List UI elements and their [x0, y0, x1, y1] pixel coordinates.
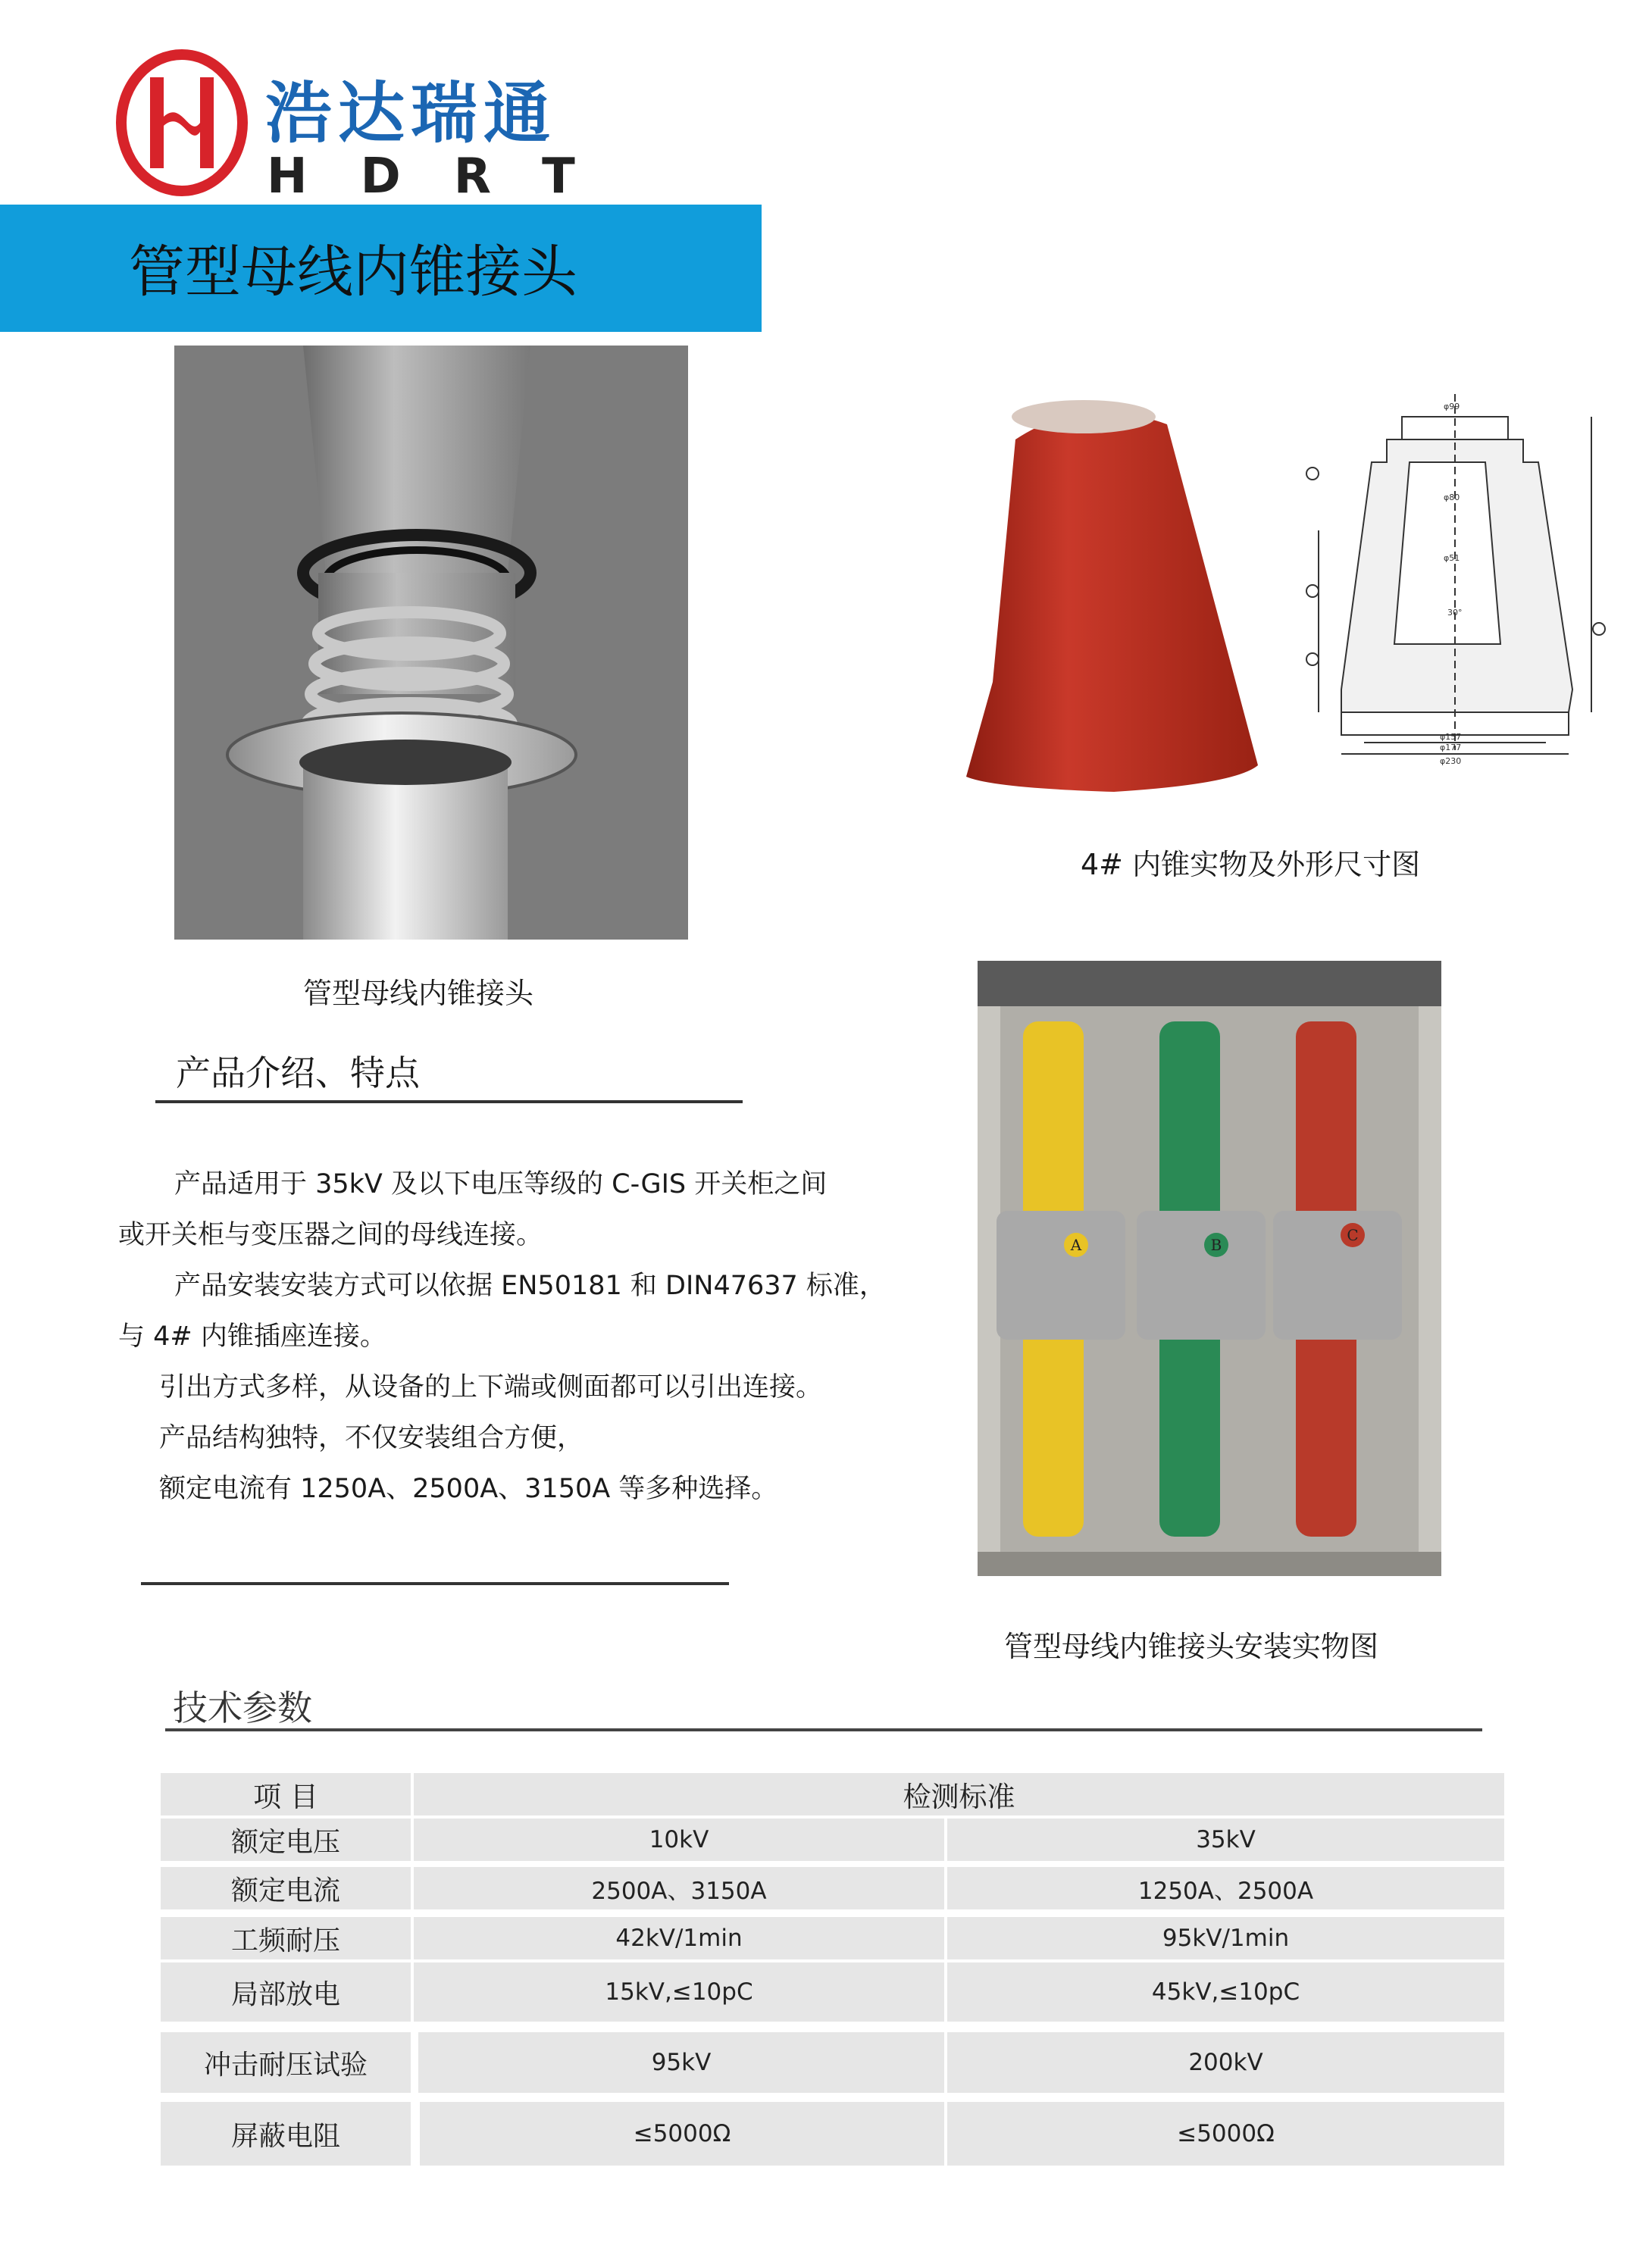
svg-text:30°: 30° — [1447, 608, 1463, 618]
intro-line: 引出方式多样，从设备的上下端或侧面都可以引出连接。 — [159, 1372, 823, 1403]
svg-text:φ230: φ230 — [1440, 756, 1462, 766]
table-row — [161, 1867, 1504, 1909]
row-value-10kv: ≤5000Ω — [420, 2102, 944, 2166]
intro-heading: 产品介绍、特点 — [176, 1052, 420, 1093]
row-label: 额定电流 — [161, 1867, 411, 1909]
product-photo — [174, 346, 688, 940]
intro-line: 额定电流有 1250A、2500A、3150A 等多种选择。 — [159, 1474, 778, 1504]
page-title: 管型母线内锥接头 — [129, 239, 577, 305]
svg-text:φ51: φ51 — [1444, 553, 1460, 563]
svg-text:φ99: φ99 — [1444, 402, 1460, 411]
svg-text:φ157: φ157 — [1440, 732, 1462, 742]
row-value-35kv: 45kV,≤10pC — [947, 1962, 1504, 2022]
row-value-35kv: 200kV — [947, 2032, 1504, 2093]
brand-name-en: HDRT — [267, 149, 628, 205]
brand-name-cn: 浩达瑞通 — [265, 74, 557, 152]
install-photo — [978, 961, 1441, 1576]
table-row — [161, 2102, 1504, 2166]
col-header-item: 项 目 — [161, 1773, 411, 1815]
caption-product: 管型母线内锥接头 — [303, 977, 534, 1010]
phase-b-label: B — [1210, 1236, 1222, 1254]
tech-heading: 技术参数 — [173, 1687, 312, 1728]
row-label: 冲击耐压试验 — [161, 2032, 411, 2093]
row-value-10kv: 10kV — [414, 1819, 944, 1861]
table-row — [161, 2032, 1504, 2093]
intro-line: 产品适用于 35kV 及以下电压等级的 C-GIS 开关柜之间 — [174, 1169, 828, 1199]
phase-a-label: A — [1070, 1236, 1082, 1254]
intro-rule-top — [155, 1100, 743, 1103]
row-label: 额定电压 — [161, 1819, 411, 1861]
row-value-35kv: ≤5000Ω — [947, 2102, 1504, 2166]
phase-c-label: C — [1347, 1226, 1359, 1244]
caption-install: 管型母线内锥接头安装实物图 — [1004, 1630, 1379, 1663]
col-header-standard: 检测标准 — [414, 1773, 1504, 1815]
row-value-35kv: 1250A、2500A — [947, 1867, 1504, 1909]
caption-drawing: 4# 内锥实物及外形尺寸图 — [1081, 848, 1421, 881]
table-row — [161, 1917, 1504, 1959]
intro-line: 产品结构独特，不仅安装组合方便， — [159, 1423, 584, 1453]
row-label: 工频耐压 — [161, 1917, 411, 1959]
row-value-10kv: 2500A、3150A — [414, 1867, 944, 1909]
row-value-10kv: 42kV/1min — [414, 1917, 944, 1959]
dimension-drawing — [1296, 371, 1614, 780]
red-cone-photo — [962, 394, 1266, 803]
table-row — [161, 1962, 1504, 2022]
intro-body — [118, 1159, 886, 1515]
intro-line: 产品安装安装方式可以依据 EN50181 和 DIN47637 标准， — [174, 1271, 886, 1301]
intro-line: 与 4# 内锥插座连接。 — [118, 1321, 386, 1352]
row-value-10kv: 15kV,≤10pC — [414, 1962, 944, 2022]
tech-rule — [165, 1728, 1482, 1731]
table-row — [161, 1819, 1504, 1861]
row-value-10kv: 95kV — [418, 2032, 944, 2093]
svg-text:φ80: φ80 — [1444, 493, 1460, 502]
intro-line: 或开关柜与变压器之间的母线连接。 — [118, 1220, 543, 1250]
row-label: 屏蔽电阻 — [161, 2102, 411, 2166]
svg-text:φ177: φ177 — [1440, 743, 1462, 752]
table-header-row — [161, 1773, 1504, 1815]
row-value-35kv: 95kV/1min — [947, 1917, 1504, 1959]
row-label: 局部放电 — [161, 1962, 411, 2022]
hdrt-logo — [114, 47, 250, 199]
intro-rule-bottom — [141, 1582, 729, 1585]
row-value-35kv: 35kV — [947, 1819, 1504, 1861]
